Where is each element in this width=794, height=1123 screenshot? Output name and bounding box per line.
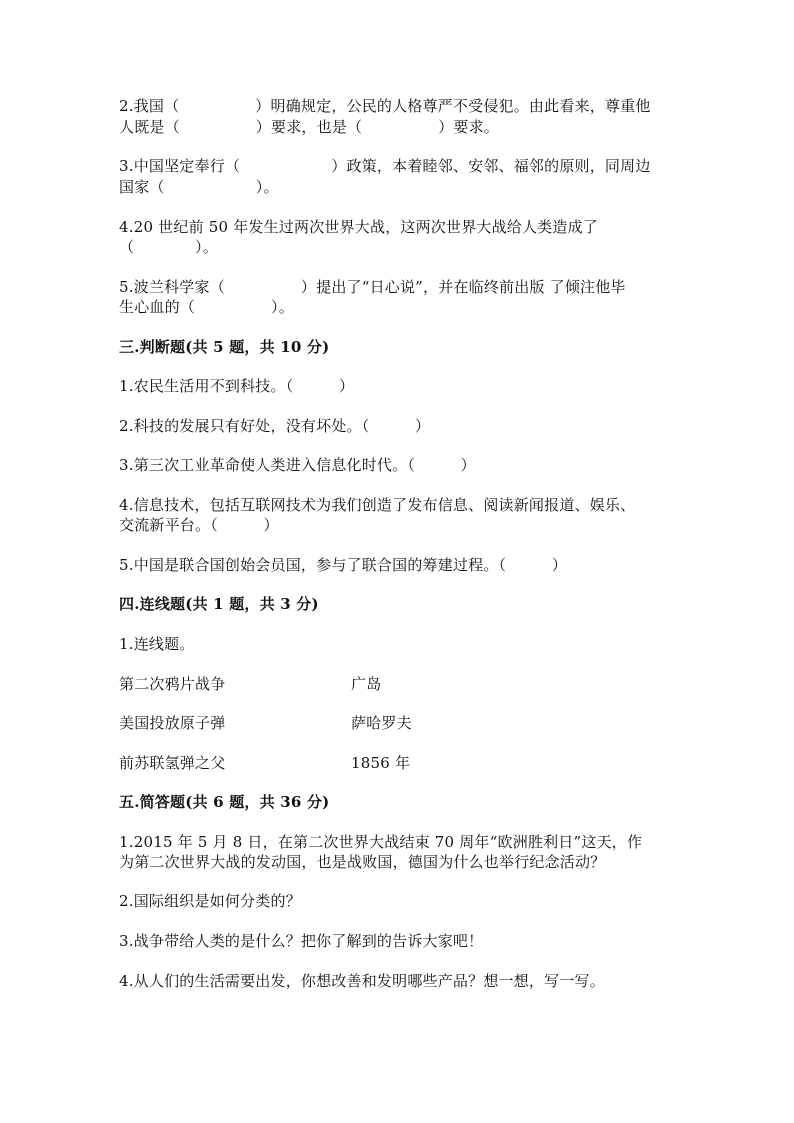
short-answer-q3: 3.战争带给人类的是什么？把你了解到的告诉大家吧！ xyxy=(119,932,484,950)
fill-blank-q4-line2: （ ）。 xyxy=(119,238,218,256)
short-answer-q4: 4.从人们的生活需要出发，你想改善和发明哪些产品？想一想，写一写。 xyxy=(119,972,605,990)
matching-left-3: 前苏联氢弹之父 xyxy=(119,754,226,772)
fill-blank-q2-line2: 人既是（ ）要求，也是（ ）要求。 xyxy=(119,118,500,136)
short-answer-q1-line2: 为第二次世界大战的发动国，也是战败国，德国为什么也举行纪念活动？ xyxy=(119,853,606,871)
matching-question: 1.连线题。 xyxy=(119,635,195,653)
fill-blank-q4-line1: 4.20 世纪前 50 年发生过两次世界大战，这两次世界大战给人类造成了 xyxy=(119,218,598,236)
short-answer-q2: 2.国际组织是如何分类的？ xyxy=(119,892,301,910)
fill-blank-q3-line2: 国家（ ）。 xyxy=(119,178,279,196)
short-answer-section-heading: 五.简答题(共 6 题，共 36 分) xyxy=(119,793,330,811)
judge-section-heading: 三.判断题(共 5 题，共 10 分) xyxy=(119,338,330,356)
matching-left-2: 美国投放原子弹 xyxy=(119,714,226,732)
fill-blank-q3-line1: 3.中国坚定奉行（ ）政策，本着睦邻、安邻、福邻的原则，同周边 xyxy=(119,157,651,175)
matching-section-heading: 四.连线题(共 1 题，共 3 分) xyxy=(119,595,319,613)
matching-right-1: 广岛 xyxy=(351,675,382,693)
short-answer-q1-line1: 1.2015 年 5 月 8 日，在第二次世界大战结束 70 周年“欧洲胜利日”这天，作 xyxy=(119,833,643,851)
fill-blank-q2-line1: 2.我国（ ）明确规定，公民的人格尊严不受侵犯。由此看来，尊重他 xyxy=(119,97,651,115)
judge-item-1: 1.农民生活用不到科技。（ ） xyxy=(119,377,355,395)
fill-blank-q5-line1: 5.波兰科学家（ ）提出了“日心说”，并在临终前出版 了倾注他毕 xyxy=(119,278,626,296)
matching-left-1: 第二次鸦片战争 xyxy=(119,675,226,693)
judge-item-2: 2.科技的发展只有好处，没有坏处。（ ） xyxy=(119,417,431,435)
judge-item-3: 3.第三次工业革命使人类进入信息化时代。（ ） xyxy=(119,456,476,474)
judge-item-4-line2: 交流新平台。（ ） xyxy=(119,516,279,534)
matching-right-2: 萨哈罗夫 xyxy=(351,714,412,732)
matching-right-3: 1856 年 xyxy=(351,754,411,772)
judge-item-5: 5.中国是联合国创始会员国，参与了联合国的筹建过程。（ ） xyxy=(119,556,568,574)
fill-blank-q5-line2: 生心血的（ ）。 xyxy=(119,298,294,316)
judge-item-4-line1: 4.信息技术，包括互联网技术为我们创造了发布信息、阅读新闻报道、娱乐、 xyxy=(119,496,636,514)
